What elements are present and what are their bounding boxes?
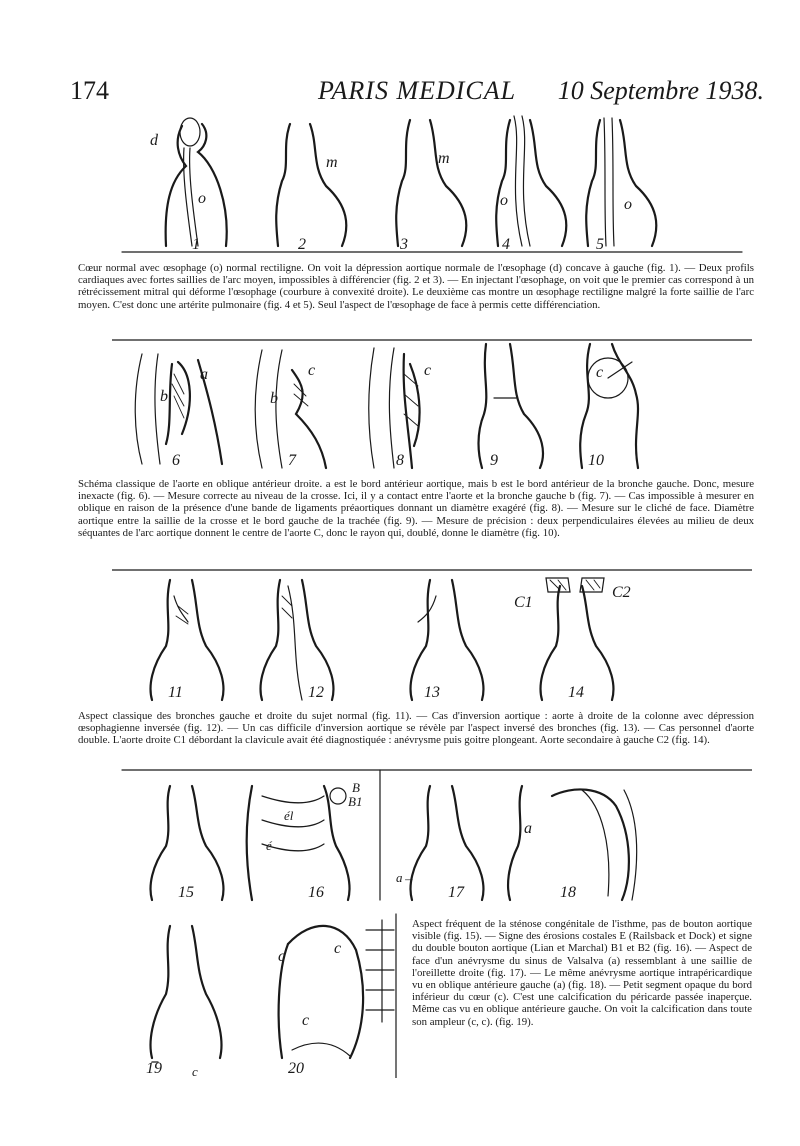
fig-number: 10 [588,452,604,469]
label-a: a [200,366,208,383]
label-c: c [302,1012,310,1029]
label-c: c [424,362,432,379]
figure-row-5 [112,910,402,1078]
fig-number: 19 [146,1060,162,1077]
label-m: m [438,150,450,167]
fig-number: 11 [168,684,183,701]
fig-number: 5 [596,236,604,253]
caption-text: Aspect classique des bronches gauche et droite du sujet normal (fig. 11). — Cas d'inversion aortique : aorte à droite de la colonne avec dépression œsophagienne inversée (fig. 12). — Un cas difficile d'inversion aortique se révèle par l'aspect inversé des bronches (fig. 13). — Cas personnel d'aorte double. L'aorte droite C1 débordant la clavicule avait été diagnostiquée : anévrysme puis goitre plongeant. Aorte secondaire à gauche C2 (fig. 14). [78,710,754,747]
fig-number: 12 [308,684,324,701]
caption-text: Schéma classique de l'aorte en oblique antérieur droite. a est le bord antérieur aortique, mais b est le bord antérieur de la bronche gauche. Donc, mesure inexacte (fig. 6). — Mesure correcte au niveau de la crosse. Ici, il y a contact entre l'aorte et la bronche gauche b (fig. 7). — Cas impossible à mesurer en oblique en raison de la présence d'une bande de ligaments préaortiques donnant un diamètre exagéré (fig. 8). — Mesure sur le cliché de face. Diamètre aortique entre la saillie de la crosse et le bord gauche de la trachée (fig. 9). — Mesure de précision : deux perpendiculaires élevées au milieu de deux séquantes de l'arc aortique donnent le centre de l'aorte C, donc le rayon qui, doublé, donne le diamètre (fig. 10). [78,478,754,539]
caption-figs-11-14 [78,710,754,747]
label-c1: C1 [514,594,533,611]
caption-text: Aspect fréquent de la sténose congénitale de l'isthme, pas de bouton aortique visible (fig. 15). — Signe des érosions costales E (Railsback et Dock) et signe du double bouton aortique (Lian et Marchal) B1 et B2 (fig. 16). — Aspect de face d'un anévrysme du sinus de Valsalva (a) ressemblant à une saillie de l'oreillette droite (fig. 17). — Le même anévrysme aortique intrapéricardique vu en oblique antérieure gauche (a) (fig. 18). — Petit segment opaque du bord inférieur du cœur (c). C'est une calcification du péricarde passée inaperçue. Même cas vu en oblique antérieure gauche. On voit la calcification dans toute son ampleur (c, c). (fig. 19). [412,918,752,1028]
fig-number: 20 [288,1060,304,1077]
label-b: b [160,388,168,405]
label-a: a [524,820,532,837]
page-header [70,76,764,106]
fig-number: 2 [298,236,306,253]
label-c: c [308,362,316,379]
figure-labels-row-2 [112,362,752,474]
label-m: m [326,154,338,171]
journal-title: PARIS MEDICAL [318,76,517,105]
page-number: 174 [70,76,109,105]
fig-number: 18 [560,884,576,901]
label-c2: C2 [612,584,631,601]
label-c: c [334,940,342,957]
caption-figs-15-19 [412,918,752,1028]
label-e2: é [266,838,272,853]
figure-labels-row-1 [112,132,752,258]
label-a2: a→ [396,870,416,885]
fig-number: 16 [308,884,324,901]
label-o: o [500,192,508,209]
label-c: c [596,364,604,381]
fig-number: 14 [568,684,584,701]
fig-number: 7 [288,452,296,469]
fig-number: 15 [178,884,194,901]
issue-date: 10 Septembre 1938. [557,76,764,105]
label-b: b [270,390,278,407]
caption-text: Cœur normal avec œsophage (o) normal rectiligne. On voit la dépression aortique normale de l'œsophage (d) concave à gauche (fig. 1). — Deux profils cardiaques avec fortes saillies de l'arc moyen, impossibles à différencier (fig. 2 et 3). — En injectant l'œsophage, on voit que le premier cas correspond à un rétrécissement mitral qui déforme l'œsophage (courbure à convexité droite). Le deuxième cas montre un œsophage rectiligne malgré la forte saillie de l'arc moyen. C'est donc une artérite pulmonaire (fig. 4 et 5). Seul l'aspect de l'œsophage de face à permis cette différenciation. [78,262,754,311]
label-c: c [278,948,286,965]
caption-figs-1-5 [78,262,754,311]
label-o: o [198,190,206,207]
figure-row-5-drawing [112,910,402,1078]
caption-figs-6-10 [78,478,754,539]
fig-number: 1 [192,236,200,253]
label-ca: c [192,1064,198,1079]
fig-number: 13 [424,684,440,701]
label-el: él [284,808,294,823]
fig-number: 3 [400,236,408,253]
label-B1: B1 [348,794,363,809]
fig-number: 9 [490,452,498,469]
fig-number: 8 [396,452,404,469]
label-o: o [624,196,632,213]
label-B: B [352,780,360,795]
figure-labels-row-3 [112,584,752,706]
fig-number: 6 [172,452,180,469]
fig-number: 4 [502,236,510,253]
fig-number: 17 [448,884,464,901]
figure-labels-row-5 [112,940,402,1082]
label-d: d [150,132,158,149]
figure-labels-row-4 [112,780,752,906]
